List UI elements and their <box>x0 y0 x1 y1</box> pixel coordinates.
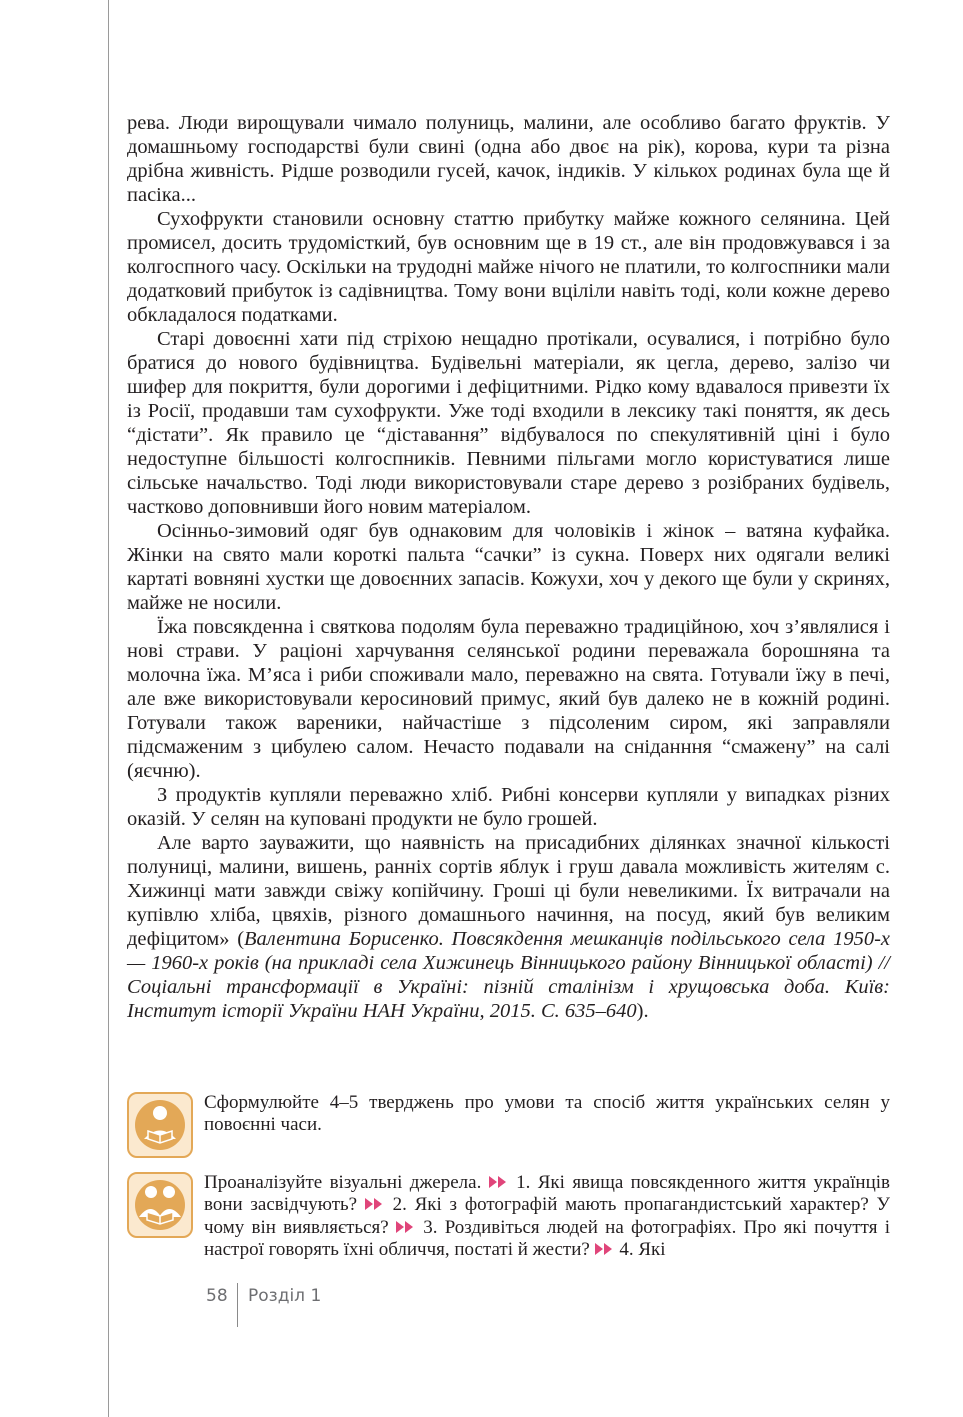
question-4: 4. Які <box>614 1239 666 1261</box>
double-arrow-icon <box>595 1243 615 1255</box>
page-number: 58 <box>206 1286 228 1306</box>
group-discussion-icon <box>127 1172 193 1238</box>
margin-rule <box>108 0 109 1417</box>
task-visual-sources-text <box>204 1172 890 1262</box>
paragraph-4: Осінньо-зимовий одяг був однаковим для чоловіків і жінок – ватяна куфайка. Жінки на свято мали короткі пальта “сачки” із сукна. Поверх них одягали великі картаті вовняні хустки ще довоєнних запасів. Кожухи, хоч у декого ще були у скринях, майже не носили. <box>127 520 890 614</box>
double-arrow-icon <box>396 1221 416 1233</box>
task-intro: Проаналізуйте візуальні джерела. <box>204 1172 482 1193</box>
paragraph-3: Старі довоєнні хати під стріхою нещадно протікали, осувалися, і потрібно було братися до нового будівництва. Будівельні матеріали, як цегла, дерево, залізо чи шифер для покриття, були дорогими і дефіцитними. Рідко кому вдавалося привезти їх із Росії, продавши там сухофрукти. Уже тоді входили в лексику такі поняття, як десь “дістати”. Як правило це “діставання” відбувалося по спекулятивній ціні і було недоступне більшості колгоспників. Певними пільгами могло користуватися лише сільське начальство. Тоді люди використовували старе дерево з розібраних будівель, частково доповнивши його новим матеріалом. <box>127 328 890 518</box>
double-arrow-icon <box>365 1198 385 1210</box>
main-text <box>127 111 890 1023</box>
question-1: 1. Які явища повсякденного життя українців вони засвідчують? <box>204 1172 891 1216</box>
paragraph-1: рева. Люди вирощували чимало полуниць, малини, але особливо багато фруктів. У домашньому господарстві були свині (одна або двоє на рік), корова, кури та різна дрібна живність. Рідше розводили гусей, качок, індиків. У кількох родинах була ще й пасіка... <box>127 112 890 206</box>
question-3: 3. Роздивіться людей на фотографіях. Про які почуття і настрої говорять їхні обличчя, постаті й жести? <box>204 1216 890 1261</box>
footer-divider <box>237 1283 238 1327</box>
single-reader-icon <box>127 1092 193 1158</box>
task-formulate-text: Сформулюйте 4–5 тверджень про умови та спосіб життя українських селян у повоєнні часи. <box>204 1092 890 1136</box>
section-label: Розділ 1 <box>248 1286 322 1306</box>
paragraph-7 <box>127 831 890 1023</box>
paragraph-5: Їжа повсякденна і святкова подолям була переважно традиційною, хоч з’являлися і нові страви. У раціоні харчування селянської родини переважала борошняна та молочна їжа. М’яса і риби споживали мало, переважно на свята. Готували їжу в печі, але вже використовували керосиновий примус, який був далеко не в кожній родині. Готували також вареники, найчастіше з підсоленим сиром, які заправляли підсмаженим з цибулею салом. Нечасто подавали на сніданння “смажену” на салі (яєчню). <box>127 616 890 782</box>
paragraph-7-text: Але варто зауважити, що наявність на присадибних ділянках значної кількості полуниці, малини, вишень, ранніх сортів яблук і груш давала можливість жителям с. Хижинці мати завжди свіжу копійчину. Гроші ці були невеликими. Їх витрачали на купівлю хліба, цвяхів, різного домашнього начиння, на посуд, який був великим дефіцитом» ( <box>127 832 890 950</box>
question-2: 2. Які з фотографій мають пропагандистський характер? У чому він виявляється? <box>204 1194 890 1238</box>
paragraph-2: Сухофрукти становили основну статтю прибутку майже кожного селянина. Цей промисел, досить трудомісткий, був основним ще в 19 ст., але він продовжувався і за колгоспного часу. Оскільки на трудодні майже нічого не платили, то колгоспники мали додатковий прибуток із садівництва. Тому вони вціліли навіть тоді, коли кожне дерево обкладалося податками. <box>127 208 890 326</box>
double-arrow-icon <box>489 1176 509 1188</box>
paragraph-7-end: ). <box>636 1000 649 1022</box>
paragraph-6: З продуктів купляли переважно хліб. Рибні консерви купляли у випадках різних оказій. У селян на купованi продукти не було грошей. <box>127 784 890 830</box>
source-citation: Валентина Борисенко. Повсякдення мешканців подільського села 1950-х — 1960-х років (на прикладі села Хижинець Вінницького району Вінницької області) // Соціальні трансформації в Україні: пізній сталінізм і хрущовська доба. Київ: Інститут історії України НАН України, 2015. С. 635–640 <box>127 928 891 1022</box>
